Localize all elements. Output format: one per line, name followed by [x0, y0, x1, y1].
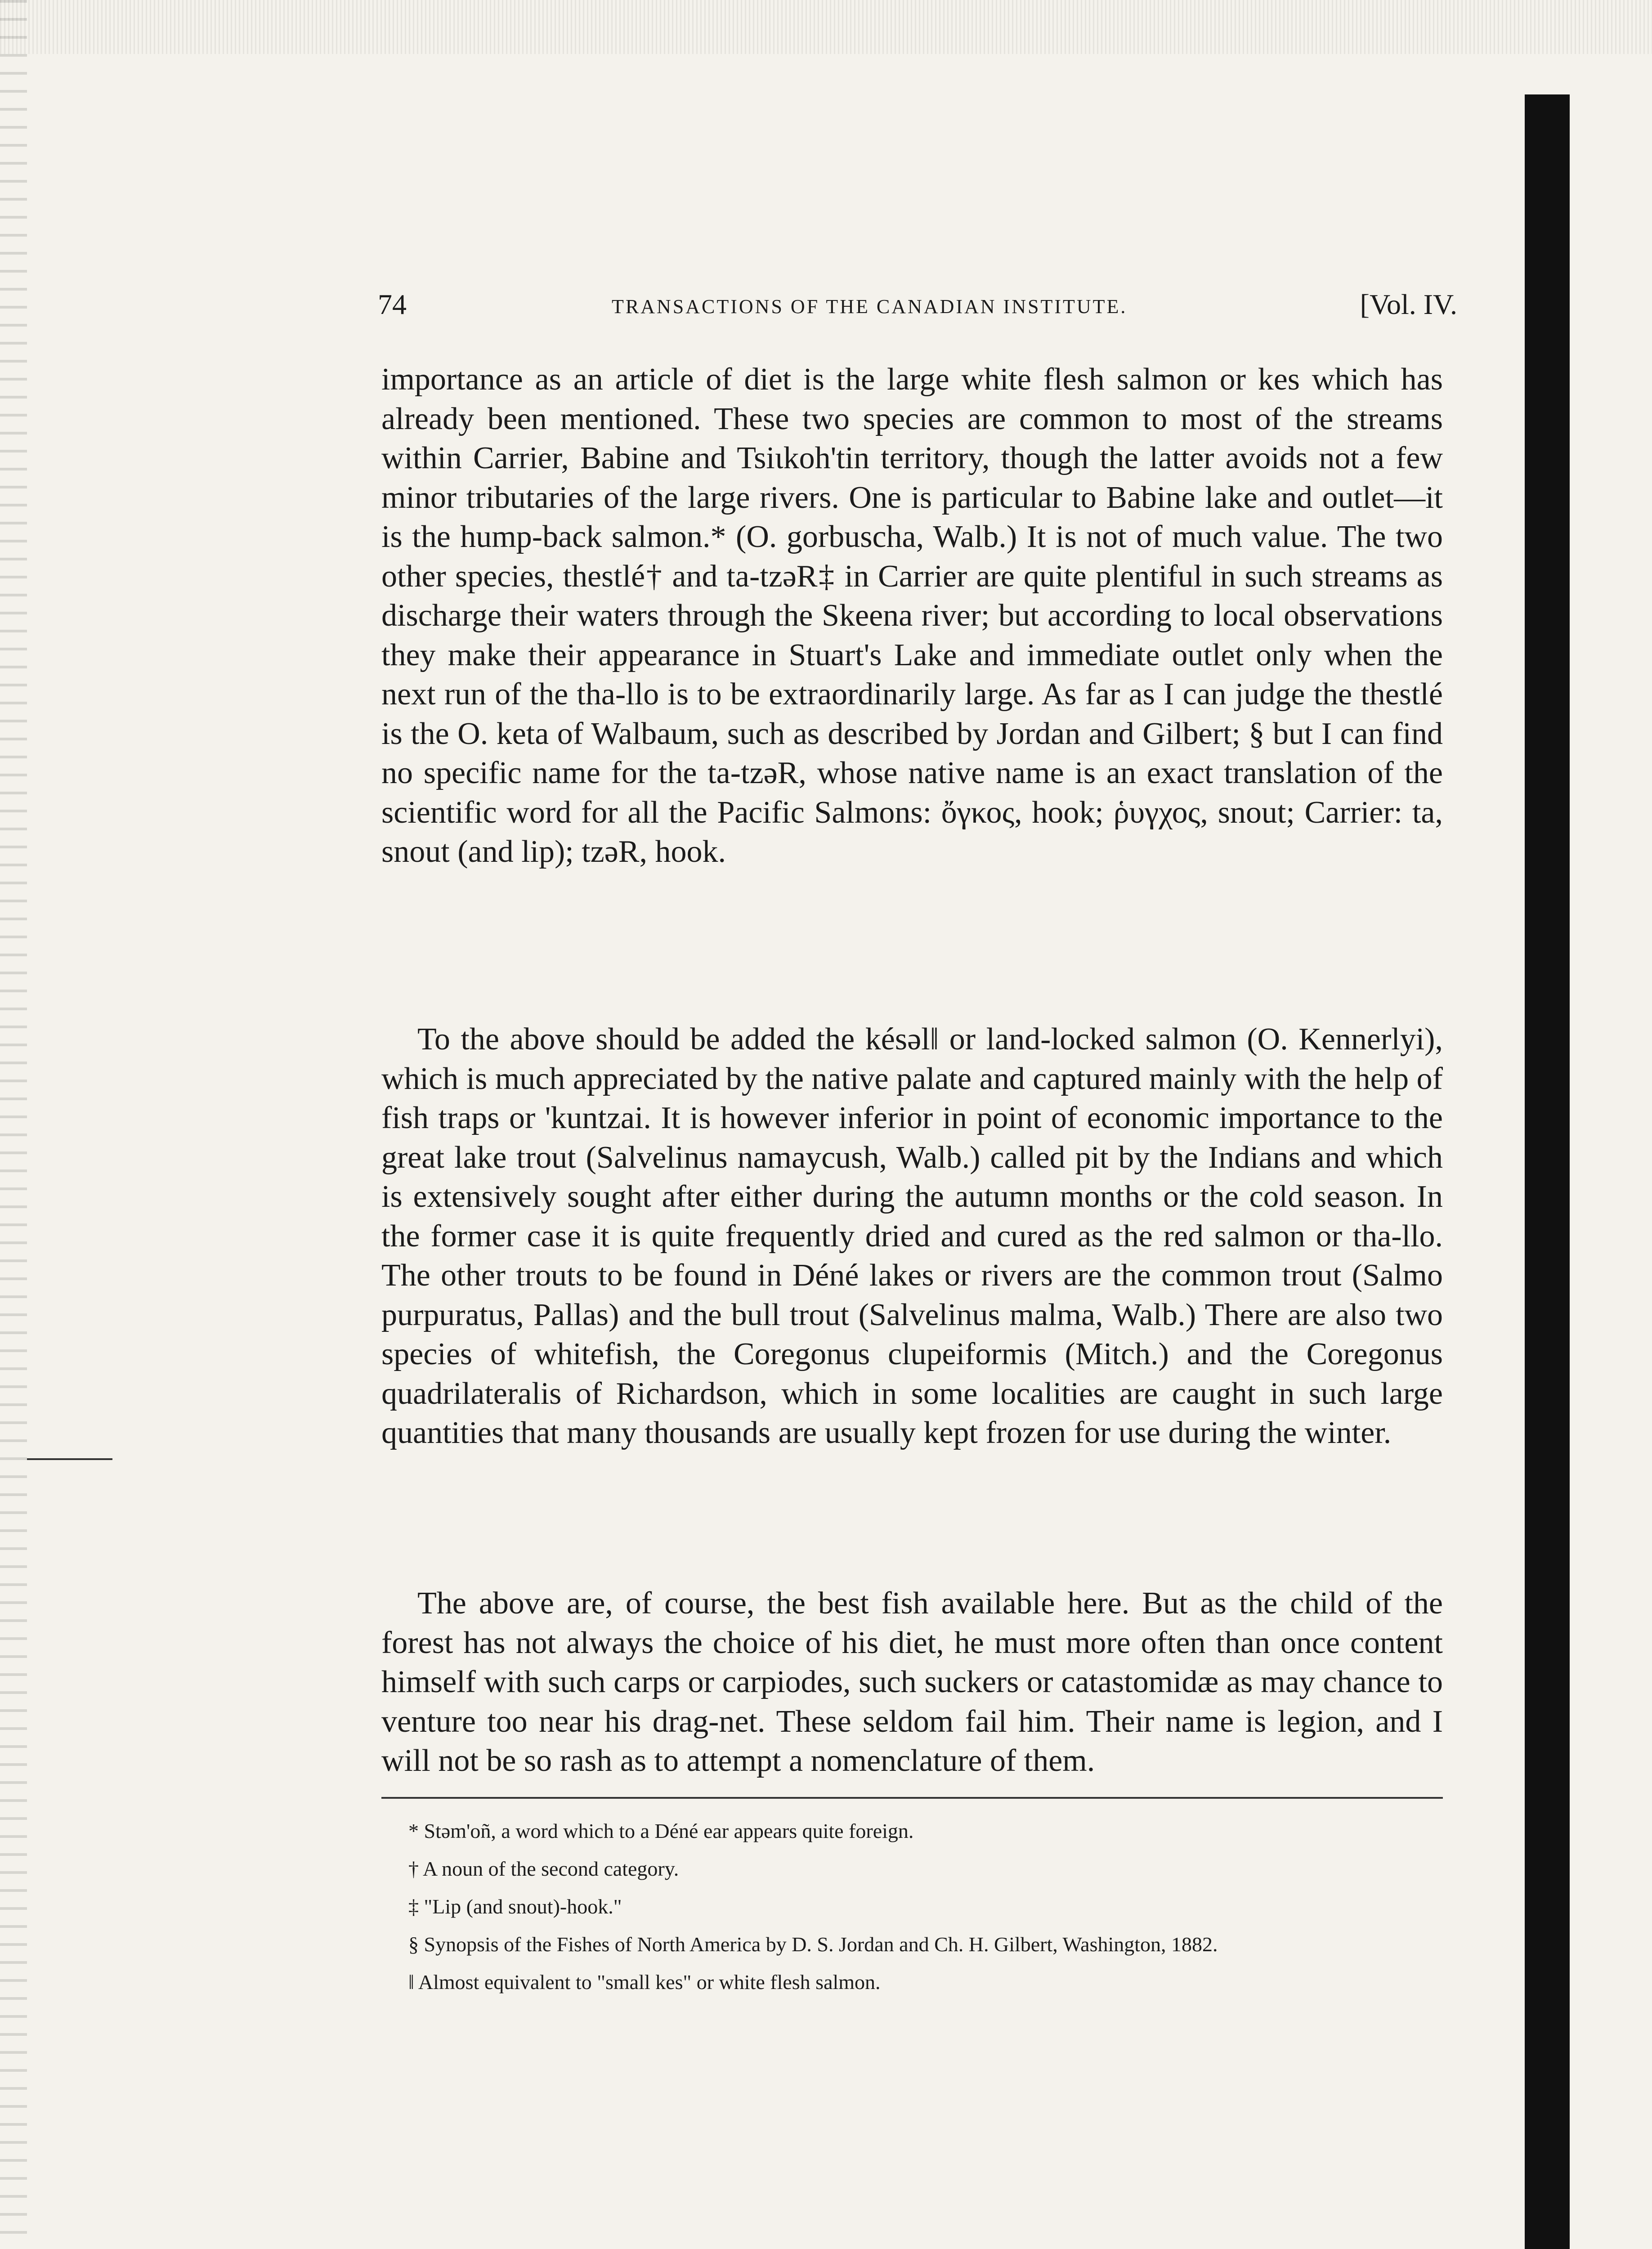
scan-top-edge	[0, 0, 1652, 54]
volume-label: [Vol. IV.	[1360, 288, 1457, 320]
paragraph: To the above should be added the késəl‖ or land-locked salmon (O. Kennerlyi), which is much appreciated by the native palate and captured mainly with the help of fish traps or 'kuntzai. It is however inferior in point of economic importance to the great lake trout (Salvelinus namaycush, Walb.) called pit by the Indians and which is extensively sought after either during the autumn months or the cold season. In the former case it is quite frequently dried and cured as the red salmon or tha-llo. The other trouts to be found in Déné lakes or rivers are the common trout (Salmo purpuratus, Pallas) and the bull trout (Salvelinus malma, Walb.) There are also two species of whitefish, the Coregonus clupeiformis (Mitch.) and the Coregonus quadrilateralis of Richardson, which in some localities are caught in such large quantities that many thousands are usually kept frozen for use during the winter.	[381, 1022, 1443, 1450]
binding-shadow	[1525, 94, 1570, 2249]
running-title: TRANSACTIONS OF THE CANADIAN INSTITUTE.	[612, 296, 1128, 318]
footnote: ‡ "Lip (and snout)-hook."	[408, 1895, 622, 1918]
scan-left-edge	[0, 0, 27, 2249]
footnote: § Synopsis of the Fishes of North America by D. S. Jordan and Ch. H. Gilbert, Washington, 1882.	[408, 1933, 1218, 1956]
page-number: 74	[378, 288, 407, 320]
footnote-divider	[381, 1797, 1443, 1799]
margin-mark	[27, 1458, 112, 1460]
footnote: † A noun of the second category.	[408, 1857, 679, 1880]
footnotes	[381, 1817, 1443, 2006]
paragraph: importance as an article of diet is the large white flesh salmon or kes which has already been mentioned. These two species are common to most of the streams within Carrier, Babine and Tsiɩkoh'tin territory, though the latter avoids not a few minor tributaries of the large rivers. One is particular to Babine lake and outlet—it is the hump-back salmon.* (O. gorbuscha, Walb.) It is not of much value. The two other species, thestlé† and ta-tzəR‡ in Carrier are quite plentiful in such streams as discharge their waters through the Skeena river; but according to local observations they make their appearance in Stuart's Lake and immediate outlet only when the next run of the tha-llo is to be extraordinarily large. As far as I can judge the thestlé is the O. keta of Walbaum, such as described by Jordan and Gilbert; § but I can find no specific name for the ta-tzəR, whose native name is an exact translation of the scientific word for all the Pacific Salmons: ὄγκος, hook; ῥυγχος, snout; Carrier: ta, snout (and lip); tzəR, hook.	[381, 362, 1443, 869]
footnote: * Stəm'oñ, a word which to a Déné ear appears quite foreign.	[408, 1819, 914, 1842]
body-text	[381, 360, 1443, 1819]
running-header	[378, 288, 1457, 337]
paragraph: The above are, of course, the best fish available here. But as the child of the forest has not always the choice of his diet, he must more often than once content himself with such carps or carpiodes, such suckers or catastomidæ as may chance to venture too near his drag-net. These seldom fail him. Their name is legion, and I will not be so rash as to attempt a nomenclature of them.	[381, 1586, 1443, 1778]
footnote: ‖ Almost equivalent to "small kes" or white flesh salmon.	[408, 1971, 881, 1994]
